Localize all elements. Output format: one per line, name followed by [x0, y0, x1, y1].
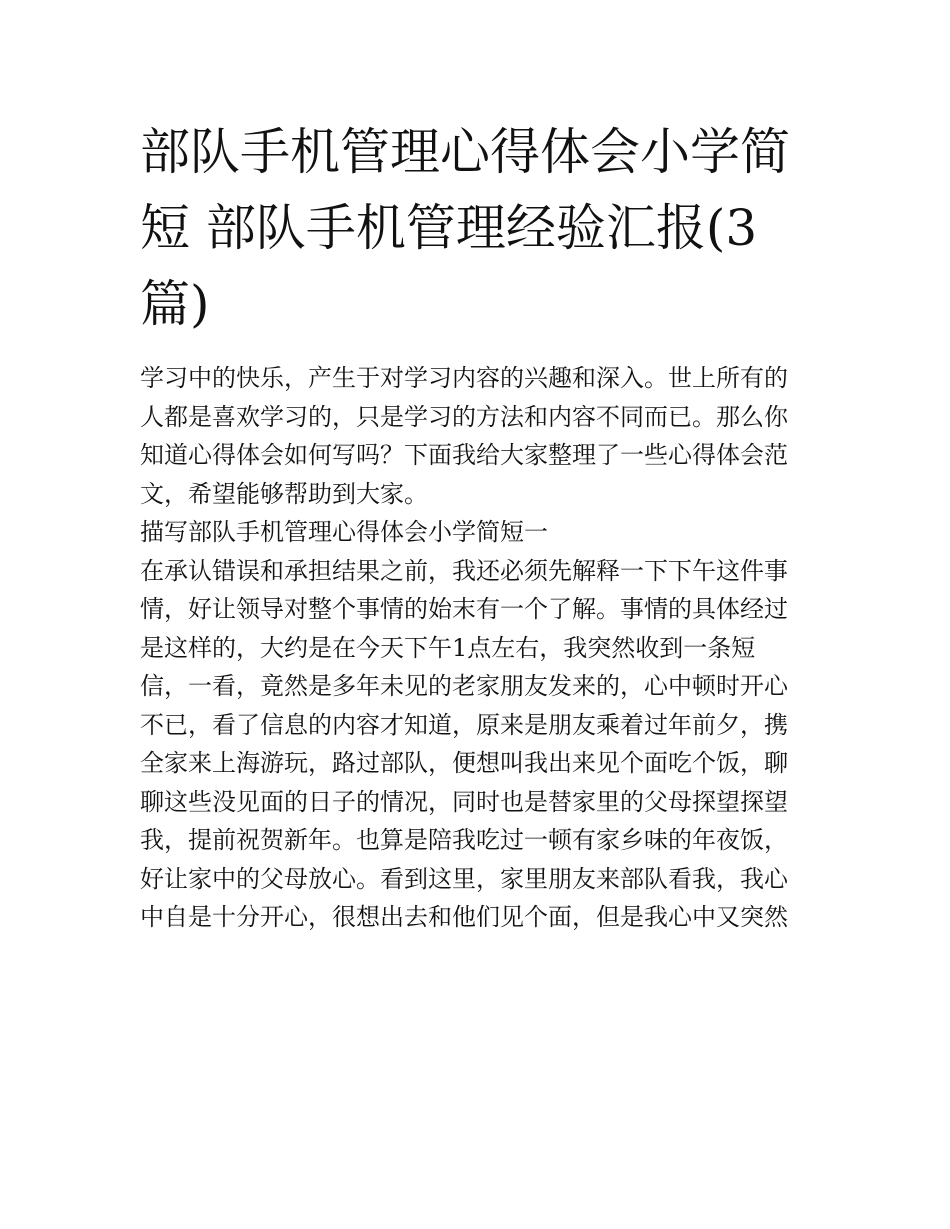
title-line: 部队手机管理心得体会小学简 [140, 123, 790, 181]
body-line: 不已，看了信息的内容才知道，原来是朋友乘着过年前夕，携 [140, 710, 788, 739]
body-line: 聊这些没见面的日子的情况，同时也是替家里的父母探望探望 [140, 787, 788, 816]
body-line: 知道心得体会如何写吗？下面我给大家整理了一些心得体会范 [140, 441, 788, 469]
body-line: 我，提前祝贺新年。也算是陪我吃过一顿有家乡味的年夜饭， [140, 826, 788, 854]
document-title [140, 114, 810, 342]
body-line: 在承认错误和承担结果之前，我还必须先解释一下下午这件事 [140, 556, 788, 585]
body-line: 信，一看，竟然是多年未见的老家朋友发来的，心中顿时开心 [140, 672, 788, 700]
body-line: 中自是十分开心，很想出去和他们见个面，但是我心中又突然 [140, 903, 788, 931]
title-line: 篇) [140, 275, 210, 333]
body-line: 全家来上海游玩，路过部队，便想叫我出来见个面吃个饭，聊 [140, 749, 788, 777]
body-line: 文，希望能够帮助到大家。 [140, 479, 428, 508]
document-body [140, 359, 820, 937]
body-line: 好让家中的父母放心。看到这里，家里朋友来部队看我，我心 [140, 864, 788, 893]
body-line: 是这样的，大约是在今天下午1点左右，我突然收到一条短 [140, 633, 756, 662]
title-line: 短 部队手机管理经验汇报(3 [140, 199, 758, 257]
section-heading: 描写部队手机管理心得体会小学简短一 [140, 518, 548, 546]
body-line: 学习中的快乐，产生于对学习内容的兴趣和深入。世上所有的 [140, 364, 788, 392]
body-line: 人都是喜欢学习的，只是学习的方法和内容不同而已。那么你 [140, 402, 788, 431]
body-line: 情，好让领导对整个事情的始末有一个了解。事情的具体经过 [140, 595, 788, 623]
